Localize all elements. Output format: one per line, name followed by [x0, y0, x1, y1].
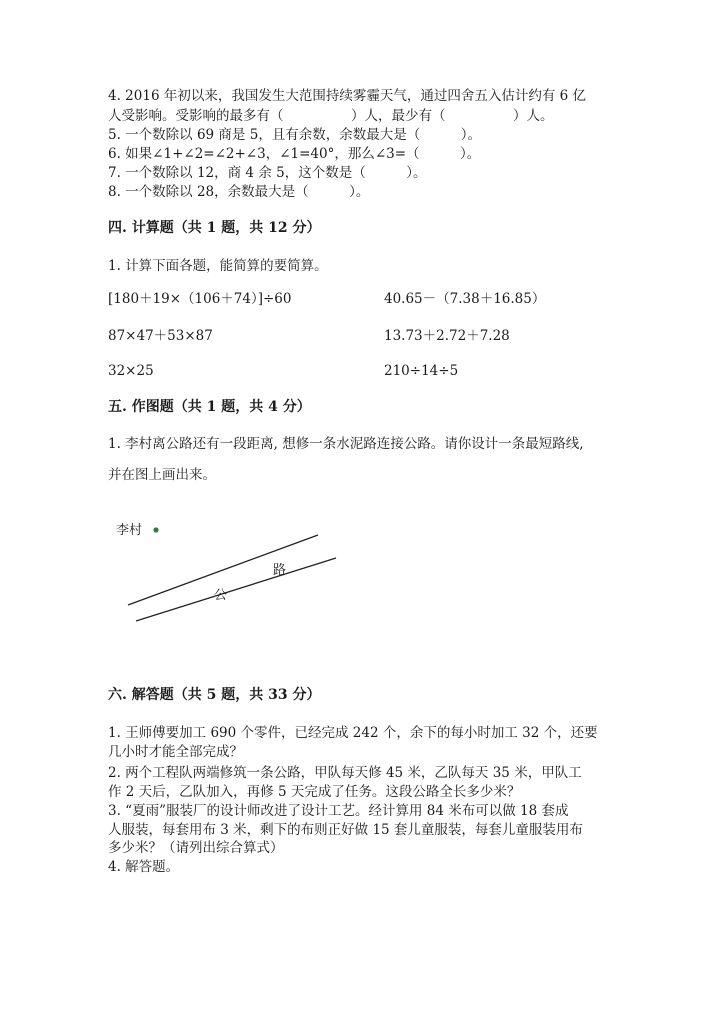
section-5-instruction-line-1: 1. 李村离公路还有一段距离, 想修一条水泥路连接公路。请你设计一条最短路线,: [108, 436, 584, 452]
section-5-heading: 五. 作图题（共 1 题，共 4 分）: [108, 399, 311, 415]
question-6: 6. 如果∠1+∠2=∠2+∠3，∠1=40°，那么∠3=（ ）。: [108, 146, 481, 162]
question-4-line-2: 人受影响。受影响的最多有（ ）人，最少有（ ）人。: [108, 108, 554, 124]
section-6-heading: 六. 解答题（共 5 题，共 33 分）: [108, 687, 321, 703]
calc-problem: 40.65－（7.38＋16.85）: [384, 291, 546, 307]
calc-problem: 87×47＋53×87: [108, 328, 213, 344]
problem-line: 作 2 天后，乙队加入，再修 5 天完成了任务。这段公路全长多少米？: [108, 784, 521, 800]
problem-line: 4. 解答题。: [108, 859, 180, 875]
question-5: 5. 一个数除以 69 商是 5，且有余数，余数最大是（ ）。: [108, 127, 482, 143]
calc-problem: [180＋19×（106＋74）]÷60: [108, 291, 292, 307]
calc-problem: 32×25: [108, 363, 154, 379]
question-4-line-1: 4. 2016 年初以来，我国发生大范围持续雾霾天气，通过四舍五入估计约有 6 亿: [108, 88, 586, 104]
problem-line: 人服装，每套用布 3 米，剩下的布则正好做 15 套儿童服装，每套儿童服装用布: [108, 822, 583, 838]
road-edge-lower: [136, 558, 336, 621]
calc-problem: 210÷14÷5: [384, 363, 459, 379]
section-5-instruction-line-2: 并在图上画出来。: [108, 467, 216, 483]
problem-line: 几小时才能全部完成？: [108, 744, 243, 760]
question-8: 8. 一个数除以 28，余数最大是（ ）。: [108, 184, 370, 200]
question-7: 7. 一个数除以 12，商 4 余 5，这个数是（ ）。: [108, 165, 427, 181]
section-4-instruction: 1. 计算下面各题，能简算的要简算。: [108, 258, 328, 274]
problem-line: 1. 王师傅要加工 690 个零件，已经完成 242 个，余下的每小时加工 32 个，还要: [108, 725, 598, 741]
road-diagram: [108, 512, 368, 632]
calc-problem: 13.73＋2.72＋7.28: [384, 328, 510, 344]
problem-line: 3. “夏雨”服装厂的设计师改进了设计工艺。经计算用 84 米布可以做 18 套成: [108, 803, 569, 819]
problem-line: 2. 两个工程队两端修筑一条公路，甲队每天修 45 米，乙队每天 35 米，甲队工: [108, 765, 582, 781]
problem-line: 多少米？（请列出综合算式）: [108, 840, 284, 856]
road-label-lu: 路: [273, 563, 287, 578]
village-label: 李村: [116, 523, 143, 538]
section-4-heading: 四. 计算题（共 1 题，共 12 分）: [108, 220, 321, 236]
road-label-gong: 公: [214, 588, 228, 603]
village-dot: [153, 527, 158, 532]
